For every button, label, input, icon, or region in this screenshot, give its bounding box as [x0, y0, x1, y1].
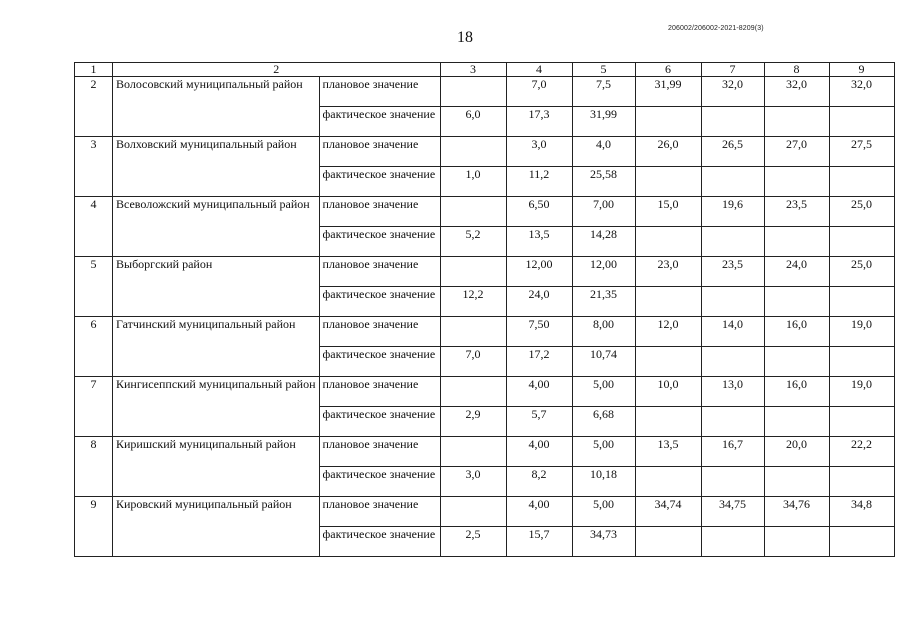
value-cell: 19,0 — [829, 317, 894, 347]
actual-value-label: фактическое значение — [319, 407, 440, 437]
value-cell — [440, 257, 506, 287]
value-cell — [635, 527, 701, 557]
value-cell: 14,28 — [572, 227, 635, 257]
value-cell: 11,2 — [506, 167, 572, 197]
value-cell — [764, 347, 829, 377]
value-cell: 31,99 — [572, 107, 635, 137]
value-cell: 34,75 — [701, 497, 764, 527]
planned-value-label: плановое значение — [319, 317, 440, 347]
value-cell: 7,50 — [506, 317, 572, 347]
planned-value-label: плановое значение — [319, 437, 440, 467]
value-cell: 7,0 — [440, 347, 506, 377]
value-cell: 24,0 — [764, 257, 829, 287]
value-cell: 10,18 — [572, 467, 635, 497]
value-cell — [440, 377, 506, 407]
value-cell: 32,0 — [829, 77, 894, 107]
value-cell — [701, 167, 764, 197]
column-header: 9 — [829, 63, 894, 77]
value-cell: 10,0 — [635, 377, 701, 407]
value-cell: 8,2 — [506, 467, 572, 497]
district-name: Волховский муниципальный район — [113, 137, 320, 197]
value-cell — [701, 407, 764, 437]
value-cell: 4,00 — [506, 377, 572, 407]
value-cell — [440, 197, 506, 227]
row-number: 6 — [75, 317, 113, 377]
value-cell — [440, 437, 506, 467]
district-name: Всеволожский муниципальный район — [113, 197, 320, 257]
value-cell — [829, 167, 894, 197]
planned-value-label: плановое значение — [319, 377, 440, 407]
value-cell — [764, 227, 829, 257]
value-cell — [635, 107, 701, 137]
value-cell — [440, 497, 506, 527]
value-cell: 5,2 — [440, 227, 506, 257]
value-cell — [829, 287, 894, 317]
value-cell: 1,0 — [440, 167, 506, 197]
column-header: 5 — [572, 63, 635, 77]
value-cell: 3,0 — [506, 137, 572, 167]
row-number: 8 — [75, 437, 113, 497]
value-cell — [635, 167, 701, 197]
row-number: 2 — [75, 77, 113, 137]
value-cell: 16,0 — [764, 317, 829, 347]
value-cell: 23,5 — [701, 257, 764, 287]
value-cell: 25,0 — [829, 197, 894, 227]
value-cell: 12,00 — [506, 257, 572, 287]
actual-value-label: фактическое значение — [319, 467, 440, 497]
value-cell — [635, 467, 701, 497]
district-name: Гатчинский муниципальный район — [113, 317, 320, 377]
value-cell: 8,00 — [572, 317, 635, 347]
value-cell: 2,9 — [440, 407, 506, 437]
column-header: 7 — [701, 63, 764, 77]
value-cell: 34,74 — [635, 497, 701, 527]
value-cell: 7,0 — [506, 77, 572, 107]
value-cell: 19,6 — [701, 197, 764, 227]
value-cell: 2,5 — [440, 527, 506, 557]
value-cell: 6,0 — [440, 107, 506, 137]
value-cell — [440, 317, 506, 347]
value-cell: 19,0 — [829, 377, 894, 407]
table-row-planned — [75, 257, 895, 287]
value-cell: 31,99 — [635, 77, 701, 107]
value-cell — [829, 227, 894, 257]
value-cell: 26,0 — [635, 137, 701, 167]
planned-value-label: плановое значение — [319, 497, 440, 527]
column-header: 8 — [764, 63, 829, 77]
value-cell — [701, 227, 764, 257]
value-cell: 3,0 — [440, 467, 506, 497]
value-cell: 34,8 — [829, 497, 894, 527]
column-header: 3 — [440, 63, 506, 77]
value-cell: 22,2 — [829, 437, 894, 467]
value-cell — [701, 287, 764, 317]
value-cell: 21,35 — [572, 287, 635, 317]
value-cell — [701, 467, 764, 497]
table-row-planned — [75, 497, 895, 527]
value-cell: 23,5 — [764, 197, 829, 227]
row-number: 4 — [75, 197, 113, 257]
indicators-table — [74, 62, 895, 557]
district-name: Выборгский район — [113, 257, 320, 317]
value-cell: 34,76 — [764, 497, 829, 527]
value-cell: 23,0 — [635, 257, 701, 287]
value-cell: 4,0 — [572, 137, 635, 167]
value-cell — [701, 527, 764, 557]
value-cell: 5,00 — [572, 437, 635, 467]
value-cell: 13,5 — [506, 227, 572, 257]
value-cell — [829, 107, 894, 137]
column-header: 2 — [113, 63, 441, 77]
value-cell: 5,00 — [572, 377, 635, 407]
planned-value-label: плановое значение — [319, 257, 440, 287]
district-name: Волосовский муниципальный район — [113, 77, 320, 137]
value-cell: 16,0 — [764, 377, 829, 407]
row-number: 9 — [75, 497, 113, 557]
district-name: Кингисеппский муниципальный район — [113, 377, 320, 437]
value-cell — [635, 287, 701, 317]
row-number: 3 — [75, 137, 113, 197]
value-cell — [701, 347, 764, 377]
planned-value-label: плановое значение — [319, 137, 440, 167]
value-cell — [440, 77, 506, 107]
table-row-planned — [75, 437, 895, 467]
value-cell: 15,0 — [635, 197, 701, 227]
value-cell — [701, 107, 764, 137]
value-cell — [764, 527, 829, 557]
value-cell: 17,2 — [506, 347, 572, 377]
value-cell: 14,0 — [701, 317, 764, 347]
planned-value-label: плановое значение — [319, 197, 440, 227]
table-row-planned — [75, 77, 895, 107]
value-cell: 12,00 — [572, 257, 635, 287]
actual-value-label: фактическое значение — [319, 167, 440, 197]
column-header: 6 — [635, 63, 701, 77]
actual-value-label: фактическое значение — [319, 287, 440, 317]
value-cell — [764, 167, 829, 197]
value-cell — [764, 287, 829, 317]
value-cell: 5,00 — [572, 497, 635, 527]
value-cell: 7,00 — [572, 197, 635, 227]
value-cell: 16,7 — [701, 437, 764, 467]
value-cell: 6,68 — [572, 407, 635, 437]
value-cell — [635, 407, 701, 437]
value-cell: 27,0 — [764, 137, 829, 167]
value-cell: 12,2 — [440, 287, 506, 317]
value-cell: 17,3 — [506, 107, 572, 137]
value-cell: 25,58 — [572, 167, 635, 197]
table-row-planned — [75, 317, 895, 347]
row-number: 7 — [75, 377, 113, 437]
value-cell: 4,00 — [506, 437, 572, 467]
value-cell — [764, 467, 829, 497]
district-name: Кировский муниципальный район — [113, 497, 320, 557]
value-cell: 15,7 — [506, 527, 572, 557]
value-cell — [764, 107, 829, 137]
value-cell: 4,00 — [506, 497, 572, 527]
value-cell: 12,0 — [635, 317, 701, 347]
column-number-row — [75, 63, 895, 77]
value-cell — [829, 467, 894, 497]
row-number: 5 — [75, 257, 113, 317]
value-cell: 5,7 — [506, 407, 572, 437]
value-cell — [635, 227, 701, 257]
value-cell: 13,5 — [635, 437, 701, 467]
value-cell — [440, 137, 506, 167]
value-cell: 27,5 — [829, 137, 894, 167]
value-cell — [635, 347, 701, 377]
document-id: 206002/206002-2021-8209(3) — [668, 25, 764, 32]
value-cell: 25,0 — [829, 257, 894, 287]
value-cell: 24,0 — [506, 287, 572, 317]
actual-value-label: фактическое значение — [319, 347, 440, 377]
column-header: 1 — [75, 63, 113, 77]
value-cell: 7,5 — [572, 77, 635, 107]
table-row-planned — [75, 137, 895, 167]
actual-value-label: фактическое значение — [319, 227, 440, 257]
value-cell — [829, 527, 894, 557]
value-cell — [829, 407, 894, 437]
value-cell: 32,0 — [701, 77, 764, 107]
planned-value-label: плановое значение — [319, 77, 440, 107]
value-cell: 10,74 — [572, 347, 635, 377]
value-cell: 26,5 — [701, 137, 764, 167]
table-row-planned — [75, 377, 895, 407]
page-number: 18 — [457, 29, 473, 46]
value-cell: 34,73 — [572, 527, 635, 557]
value-cell: 32,0 — [764, 77, 829, 107]
actual-value-label: фактическое значение — [319, 107, 440, 137]
district-name: Киришский муниципальный район — [113, 437, 320, 497]
actual-value-label: фактическое значение — [319, 527, 440, 557]
value-cell — [829, 347, 894, 377]
value-cell: 20,0 — [764, 437, 829, 467]
value-cell: 13,0 — [701, 377, 764, 407]
value-cell — [764, 407, 829, 437]
value-cell: 6,50 — [506, 197, 572, 227]
column-header: 4 — [506, 63, 572, 77]
table-row-planned — [75, 197, 895, 227]
